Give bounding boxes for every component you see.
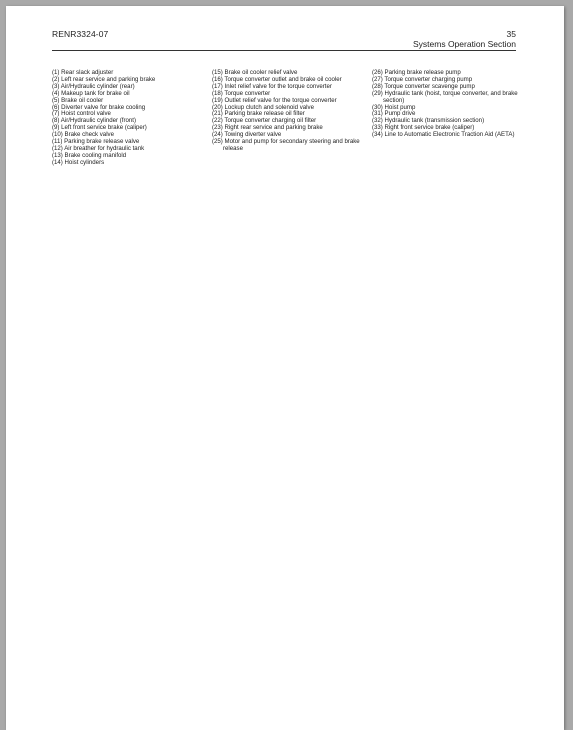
legend-item: (32) Hydraulic tank (transmission section) (372, 117, 485, 125)
legend-item: (14) Hoist cylinders (52, 158, 105, 166)
legend-item: (28) Torque converter scavenge pump (372, 82, 475, 90)
legend-item: (12) Air breather for hydraulic tank (52, 144, 145, 152)
header-divider (52, 50, 516, 51)
legend-item: (2) Left rear service and parking brake (52, 75, 156, 83)
legend-item: (7) Hoist control valve (52, 110, 111, 118)
legend-item: (17) Inlet relief valve for the torque converter (212, 82, 332, 90)
legend-item: (6) Diverter valve for brake cooling (52, 103, 146, 111)
document-id: RENR3324-07 (52, 29, 109, 39)
legend-item: (13) Brake cooling manifold (52, 151, 127, 159)
legend-item: (34) Line to Automatic Electronic Traction Aid (AETA) (372, 131, 515, 139)
legend-item: (10) Brake check valve (52, 131, 114, 139)
legend-column-1 (52, 70, 202, 167)
legend-item: (30) Hoist pump (372, 103, 416, 111)
legend-item: (15) Brake oil cooler relief valve (212, 69, 298, 76)
section-title: Systems Operation Section (413, 39, 516, 49)
legend-item: (5) Brake oil cooler (52, 96, 104, 104)
legend-item: (25) Motor and pump for secondary steering and brake release (212, 138, 360, 152)
legend-item: (23) Right rear service and parking brake (212, 124, 323, 132)
legend-item: (19) Outlet relief valve for the torque converter (212, 96, 337, 104)
legend-item: (18) Torque converter (212, 89, 271, 97)
legend-column-3 (372, 70, 522, 139)
legend-item: (24) Towing diverter valve (212, 131, 282, 139)
legend-item: (16) Torque converter outlet and brake oil cooler (212, 75, 342, 83)
document-page (6, 6, 564, 730)
legend-item: (9) Left front service brake (caliper) (52, 124, 147, 132)
legend-item: (21) Parking brake release oil filter (212, 110, 305, 118)
legend-item: (3) Air/Hydraulic cylinder (rear) (52, 82, 135, 90)
legend-item: (22) Torque converter charging oil filter (212, 117, 317, 125)
legend-item: (8) Air/Hydraulic cylinder (front) (52, 117, 136, 125)
legend-item: (20) Lockup clutch and solenoid valve (212, 103, 314, 111)
legend-item: (27) Torque converter charging pump (372, 75, 473, 83)
page-number: 35 (506, 29, 516, 39)
legend-item: (33) Right front service brake (caliper) (372, 124, 475, 132)
legend-item: (1) Rear slack adjuster (52, 69, 114, 76)
legend-item: (31) Pump drive (372, 110, 416, 118)
legend-item: (26) Parking brake release pump (372, 69, 461, 76)
legend-item: (4) Makeup tank for brake oil (52, 89, 130, 97)
legend-item: (11) Parking brake release valve (52, 138, 140, 146)
legend-item: (29) Hydraulic tank (hoist, torque converter, and brake section) (372, 89, 518, 104)
legend-column-2 (212, 70, 364, 153)
